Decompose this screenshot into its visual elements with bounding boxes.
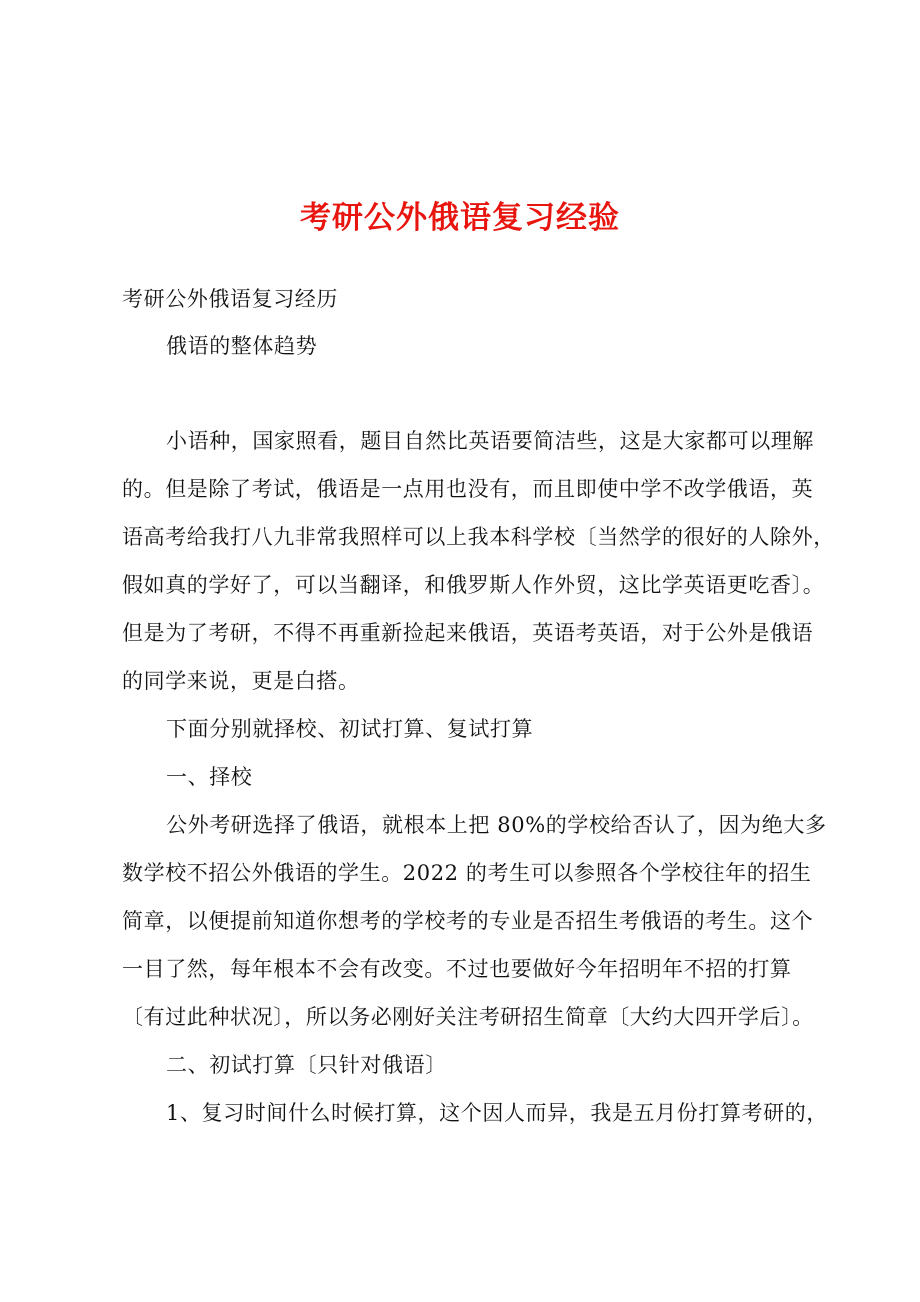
- paragraph-line: 数学校不招公外俄语的学生。2022 的考生可以参照各个学校往年的招生: [122, 861, 812, 885]
- heading-two: 二、初试打算〔只针对俄语〕: [166, 1053, 447, 1077]
- document-subtitle: 考研公外俄语复习经历: [122, 287, 338, 311]
- paragraph-line: 语高考给我打八九非常我照样可以上我本科学校〔当然学的很好的人除外，: [122, 525, 835, 549]
- document-title: 考研公外俄语复习经验: [300, 200, 620, 236]
- paragraph-line: 但是为了考研，不得不再重新捡起来俄语，英语考英语，对于公外是俄语: [122, 621, 814, 645]
- paragraph-line: 一目了然，每年根本不会有改变。不过也要做好今年招明年不招的打算: [122, 957, 792, 981]
- paragraph-line: 假如真的学好了，可以当翻译，和俄罗斯人作外贸，这比学英语更吃香〕。: [122, 573, 825, 597]
- heading-one: 一、择校: [166, 765, 253, 789]
- paragraph-line: 小语种，国家照看，题目自然比英语要简洁些，这是大家都可以理解: [166, 429, 814, 453]
- paragraph-line: 〔有过此种状况〕，所以务必刚好关注考研招生简章〔大约大四开学后〕。: [122, 1005, 814, 1029]
- paragraph-line: 简章，以便提前知道你想考的学校考的专业是否招生考俄语的考生。这个: [122, 909, 814, 933]
- intro-line: 下面分别就择校、初试打算、复试打算: [166, 717, 534, 741]
- paragraph-line: 1、复习时间什么时候打算，这个因人而异，我是五月份打算考研的，: [166, 1101, 828, 1125]
- paragraph-line: 的。但是除了考试，俄语是一点用也没有，而且即使中学不改学俄语，英: [122, 477, 814, 501]
- paragraph-line: 公外考研选择了俄语，就根本上把 80%的学校给否认了，因为绝大多: [166, 813, 827, 837]
- paragraph-line: 的同学来说，更是白搭。: [122, 669, 360, 693]
- section-heading: 俄语的整体趋势: [166, 334, 318, 358]
